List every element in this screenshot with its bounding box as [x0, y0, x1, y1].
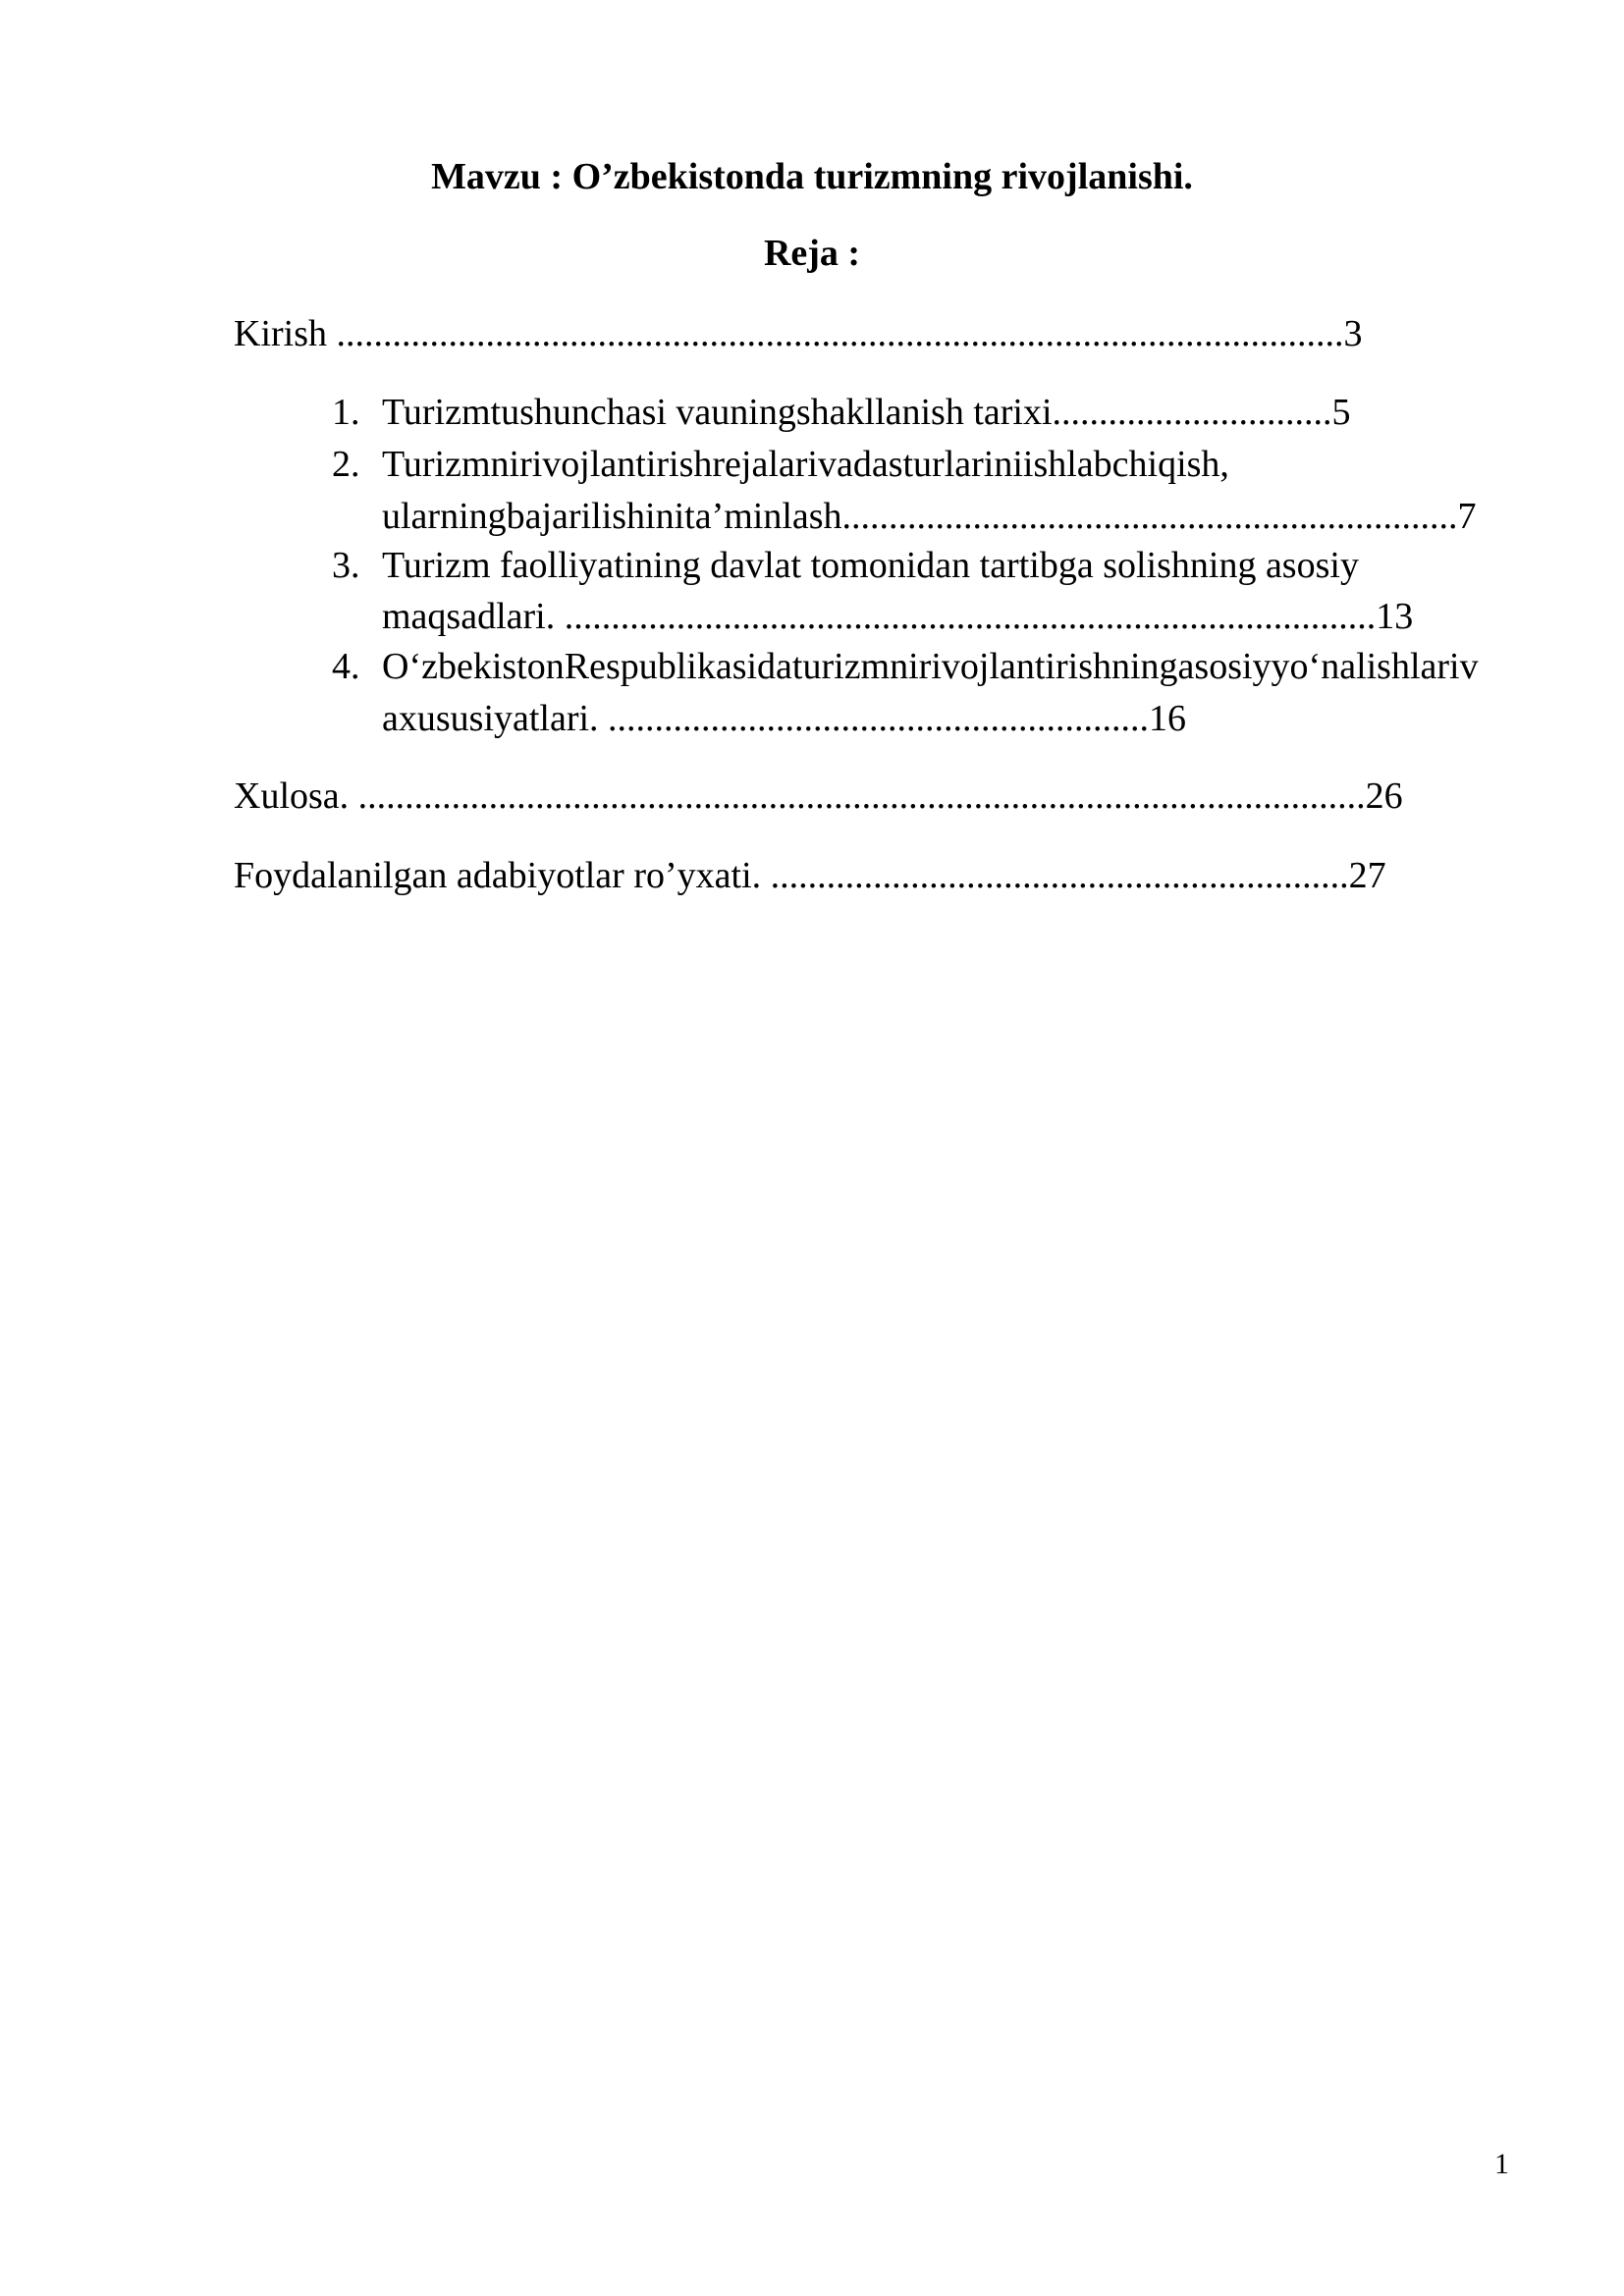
toc-entry-1-number: 1.: [332, 392, 360, 433]
toc-entry-2-text-line1: Turizmnirivojlantirishrejalarivadasturlariniishlabchiqish,: [382, 444, 1229, 485]
toc-entry-2-number: 2.: [332, 444, 360, 485]
toc-entry-4-number: 4.: [332, 646, 360, 687]
toc-entry-3-number: 3.: [332, 545, 360, 586]
toc-entry-2: [332, 443, 1229, 486]
toc-entry-1-text: Turizmtushunchasi vauningshakllanish tarixi..............................5: [382, 392, 1351, 433]
toc-entry-2-text-line2: ularningbajarilishinita’minlash..................................................................7: [382, 496, 1477, 537]
toc-entry-kirish: Kirish ............................................................................................................3: [234, 313, 1363, 354]
toc-entry-3-text-line1: Turizm faolliyatining davlat tomonidan tartibga solishning asosiy: [382, 545, 1359, 586]
page-number: 1: [1494, 2148, 1509, 2180]
document-title: Mavzu : O’zbekistonda turizmning rivojlanishi.: [431, 156, 1193, 197]
toc-entry-4-text-line2: axususiyatlari. ..........................................................16: [382, 698, 1187, 739]
toc-entry-bibliography: Foydalanilgan adabiyotlar ro’yxati. ..............................................................27: [234, 855, 1386, 896]
toc-entry-4-text-line1: O‘zbekistonRespublikasidaturizmnirivojlantirishningasosiyyo‘nalishlariv: [382, 646, 1479, 687]
toc-entry-xulosa: Xulosa. ............................................................................................................26: [234, 775, 1403, 817]
toc-entry-3: [332, 544, 1359, 587]
toc-entry-3-text-line2: maqsadlari. .......................................................................................13: [382, 596, 1414, 637]
plan-heading: Reja :: [763, 233, 861, 274]
toc-entry-1: [332, 391, 1351, 434]
toc-entry-4: [332, 645, 1479, 688]
